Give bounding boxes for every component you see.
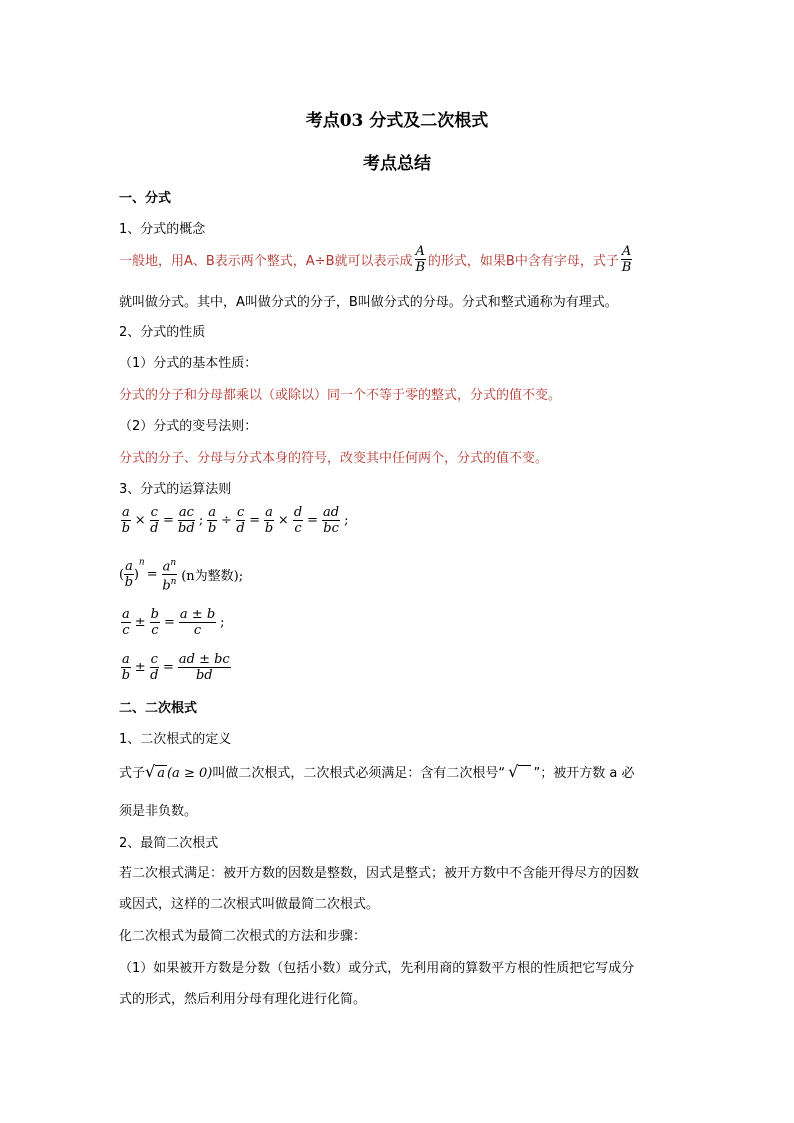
formula-add-same-denominator: $\frac{a}{c}$ ± $\frac{b}{c}$ = $\frac{a \pm b}{c}$ ; — [122, 607, 225, 638]
simplest-radical-text1: 若二次根式满足：被开方数的因数是整数，因式是整式；被开方数中不含能开得尽方的因数 — [119, 866, 640, 881]
subheading-sign-rule: （2）分式的变号法则： — [119, 419, 258, 434]
simplest-radical-method: 化二次根式为最简二次根式的方法和步骤： — [119, 929, 367, 944]
fraction-A-over-B-2 — [621, 244, 632, 275]
subheading-radical-definition: 1、二次根式的定义 — [119, 732, 232, 747]
simplest-radical-step1-line1: （1）如果被开方数是分数（包括小数）或分式，先利用商的算数平方根的性质把它写成分 — [119, 961, 635, 976]
frac-denominator: B — [415, 260, 425, 275]
fraction-concept-line2: 就叫做分式。其中，A叫做分式的分子，B叫做分式的分母。分式和整式通称为有理式。 — [119, 295, 618, 310]
fraction-concept-line1 — [119, 244, 634, 275]
fraction-A-over-B — [415, 244, 426, 275]
formula-add-different-denominator: $\frac{a}{b}$ ± $\frac{c}{d}$ = $\frac{ad \pm bc}{bd}$ — [121, 652, 230, 683]
definition-text-c: ”；被开方数 a 必 — [533, 766, 635, 781]
document-title: 考点03 分式及二次根式 — [305, 111, 489, 131]
subheading-fraction-concept: 1、分式的概念 — [119, 222, 206, 237]
subheading-fraction-properties: 2、分式的性质 — [119, 325, 206, 340]
sign-rule-text: 分式的分子、分母与分式本身的符号，改变其中任何两个，分式的值不变。 — [119, 451, 549, 466]
frac-numerator: A — [415, 244, 425, 259]
frac-numerator: A — [621, 244, 632, 259]
concept-text-b: 的形式，如果B中含有字母，式子 — [427, 254, 619, 269]
simplest-radical-step1-line2: 式的形式，然后利用分母有理化进行化简。 — [119, 992, 367, 1007]
simplest-radical-text2: 或因式，这样的二次根式叫做最简二次根式。 — [119, 897, 380, 912]
radical-definition-line2: 须是非负数。 — [119, 804, 198, 819]
concept-text-a: 一般地，用A、B表示两个整式，A÷B就可以表示成 — [119, 254, 413, 269]
frac-denominator: B — [621, 260, 632, 275]
definition-text-b: 叫做二次根式，二次根式必须满足：含有二次根号“ — [212, 766, 506, 781]
subheading-operation-rules: 3、分式的运算法则 — [119, 482, 232, 497]
basic-property-text: 分式的分子和分母都乘以（或除以）同一个不等于零的整式，分式的值不变。 — [119, 388, 562, 403]
formula-multiply-divide: $\frac{a}{b}$ × $\frac{c}{d}$ = $\frac{ac}{bd}$ ; $\frac{a}{b}$ ÷ $\frac{c}{d}$ = $\frac{a}{b}$ × $\frac{d}{c}$ = $\frac{ad}{bc}$ ; — [121, 505, 349, 536]
subheading-simplest-radical: 2、最简二次根式 — [119, 836, 219, 851]
section-heading-radicals: 二、二次根式 — [119, 701, 198, 716]
subheading-basic-property: （1）分式的基本性质： — [119, 356, 258, 371]
definition-text-a: 式子 — [119, 766, 146, 781]
section-heading-fractions: 一、分式 — [119, 191, 172, 206]
sqrt-symbol-icon: √ — [508, 762, 530, 781]
document-subtitle: 考点总结 — [363, 154, 431, 174]
radical-definition-line1 — [119, 762, 635, 781]
condition-a-nonnegative: (a ≥ 0) — [166, 766, 213, 781]
formula-power: ( $\frac{a}{b}$ )$^n$= $\frac{a^n}{b^n}$ (n为整数); — [119, 557, 244, 594]
sqrt-a-expression: √ a — [145, 762, 165, 781]
